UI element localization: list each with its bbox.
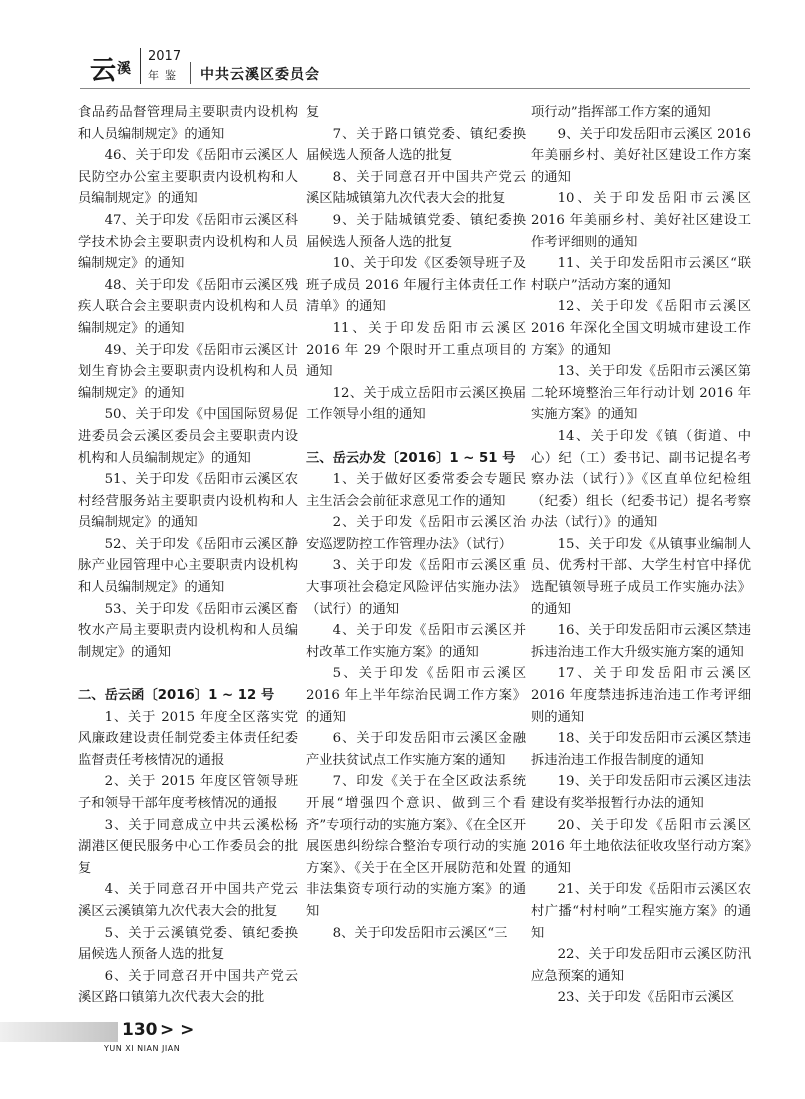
list-item: 51、关于印发《岳阳市云溪区农村经营服务站主要职责内设机构和人员编制规定》的通知 (78, 472, 298, 531)
list-item: 47、关于印发《岳阳市云溪区科学技术协会主要职责内设机构和人员编制规定》的通知 (78, 212, 298, 272)
list-item: 48、关于印发《岳阳市云溪区残疾人联合会主要职责内设机构和人员编制规定》的通知 (78, 277, 298, 336)
page-title: 中共云溪区委员会 (200, 67, 320, 83)
list-item: 8、关于同意召开中国共产党云溪区陆城镇第九次代表大会的批复 (306, 169, 526, 207)
list-item: 11、关于印发岳阳市云溪区“联村联户”活动方案的通知 (531, 256, 751, 293)
list-item: 12、关于成立岳阳市云溪区换届工作领导小组的通知 (306, 385, 526, 423)
page-number: 130 (122, 1020, 158, 1040)
list-item: 4、关于印发《岳阳市云溪区并村改革工作实施方案》的通知 (306, 623, 526, 660)
footer-pinyin: YUN XI NIAN JIAN (104, 1044, 181, 1053)
list-item: 10、关于印发岳阳市云溪区 2016 年美丽乡村、美好社区建设工作考评细则的通知 (531, 191, 751, 250)
list-item: 5、关于印发《岳阳市云溪区 2016 年上半年综治民调工作方案》的通知 (306, 666, 526, 725)
list-item: 7、关于路口镇党委、镇纪委换届候选人预备人选的批复 (306, 126, 526, 164)
list-item: 10、关于印发《区委领导班子及班子成员 2016 年履行主体责任工作清单》的通知 (306, 256, 526, 315)
header-year: 2017 (148, 49, 182, 64)
logo-xi: 溪 (117, 61, 131, 77)
section-gap (78, 663, 298, 685)
page-header (0, 0, 805, 95)
continued-text: 复 (306, 105, 320, 120)
text-column-1 (78, 102, 298, 1009)
header-divider-2 (190, 62, 191, 84)
list-item: 12、关于印发《岳阳市云溪区 2016 年深化全国文明城市建设工作方案》的通知 (531, 299, 751, 358)
section-gap (306, 426, 526, 448)
list-item: 18、关于印发岳阳市云溪区禁违拆违治违工作报告制度的通知 (531, 731, 751, 768)
list-item: 6、关于同意召开中国共产党云溪区路口镇第九次代表大会的批 (78, 968, 298, 1006)
next-arrows-icon: > > (160, 1020, 195, 1040)
list-item: 50、关于印发《中国国际贸易促进委员会云溪区委员会主要职责内设机构和人员编制规定》的通知 (78, 407, 298, 466)
continued-text: 食品药品督管理局主要职责内设机构和人员编制规定》的通知 (78, 105, 298, 142)
list-item: 1、关于做好区委常委会专题民主生活会会前征求意见工作的通知 (306, 472, 526, 509)
header-divider (140, 48, 141, 84)
header-yearbook: 年鉴 (148, 69, 182, 82)
list-item: 22、关于印发岳阳市云溪区防汛应急预案的通知 (531, 947, 751, 984)
footer-bar (0, 1022, 118, 1042)
list-item: 20、关于印发《岳阳市云溪区 2016 年土地依法征收攻坚行动方案》的通知 (531, 817, 751, 876)
text-column-2 (306, 102, 526, 944)
list-item: 17、关于印发岳阳市云溪区 2016 年度禁违拆违治违工作考评细则的通知 (531, 666, 751, 725)
list-item: 16、关于印发岳阳市云溪区禁违拆违治违工作大升级实施方案的通知 (531, 623, 751, 660)
list-item: 3、关于同意成立中共云溪松杨湖港区便民服务中心工作委员会的批复 (78, 817, 298, 876)
list-item: 53、关于印发《岳阳市云溪区畜牧水产局主要职责内设机构和人员编制规定》的通知 (78, 601, 298, 660)
list-item: 8、关于印发岳阳市云溪区“三 (332, 925, 508, 941)
list-item: 9、关于陆城镇党委、镇纪委换届候选人预备人选的批复 (306, 212, 526, 250)
list-item: 7、印发《关于在全区政法系统开展“增强四个意识、做到三个看齐”专项行动的实施方案》、《在全区开展医患纠纷综合整治专项行动的实施方案》、《关于在全区开展防范和处置非法集资专项行动的实施方案》的通知 (306, 774, 526, 919)
list-item: 5、关于云溪镇党委、镇纪委换届候选人预备人选的批复 (78, 925, 298, 963)
list-item: 21、关于印发《岳阳市云溪区农村广播“村村响”工程实施方案》的通知 (531, 882, 751, 941)
list-item: 1、关于 2015 年度全区落实党风廉政建设责任制党委主体责任纪委监督责任考核情况的通报 (78, 709, 298, 768)
list-item: 9、关于印发岳阳市云溪区 2016 年美丽乡村、美好社区建设工作方案的通知 (531, 126, 751, 185)
list-item: 15、关于印发《从镇事业编制人员、优秀村干部、大学生村官中择优选配镇领导班子成员工作实施办法》的通知 (531, 536, 751, 617)
list-item: 49、关于印发《岳阳市云溪区计划生育协会主要职责内设机构和人员编制规定》的通知 (78, 342, 298, 401)
list-item: 2、关于印发《岳阳市云溪区治安巡逻防控工作管理办法》（试行） (306, 515, 526, 552)
list-item: 13、关于印发《岳阳市云溪区第二轮环境整治三年行动计划 2016 年实施方案》的通知 (531, 364, 751, 423)
list-item: 2、关于 2015 年度区管领导班子和领导干部年度考核情况的通报 (78, 774, 298, 811)
list-item: 6、关于印发岳阳市云溪区金融产业扶贫试点工作实施方案的通知 (306, 731, 526, 768)
section-heading: 三、岳云办发〔2016〕1 ~ 51 号 (306, 450, 516, 466)
section-heading: 二、岳云函〔2016〕1 ~ 12 号 (78, 688, 275, 704)
list-item: 4、关于同意召开中国共产党云溪区云溪镇第九次代表大会的批复 (78, 882, 298, 919)
list-item: 23、关于印发《岳阳市云溪区 (557, 990, 735, 1006)
list-item: 46、关于印发《岳阳市云溪区人民防空办公室主要职责内设机构和人员编制规定》的通知 (78, 148, 298, 207)
list-item: 19、关于印发岳阳市云溪区违法建设有奖举报暂行办法的通知 (531, 774, 751, 811)
text-column-3 (531, 102, 751, 1009)
list-item: 11、关于印发岳阳市云溪区 2016 年 29 个限时开工重点项目的通知 (306, 320, 526, 380)
header-rule (80, 88, 750, 89)
list-item: 14、关于印发《镇（街道、中心）纪（工）委书记、副书记提名考察办法（试行）》《区直单位纪检组（纪委）组长（纪委书记）提名考察办法（试行）》的通知 (531, 428, 751, 531)
list-item: 3、关于印发《岳阳市云溪区重大事项社会稳定风险评估实施办法》（试行）的通知 (306, 558, 526, 617)
logo-yun: 云 (90, 56, 118, 86)
list-item: 52、关于印发《岳阳市云溪区静脉产业园管理中心主要职责内设机构和人员编制规定》的通知 (78, 536, 298, 596)
continued-text: 项行动”指挥部工作方案的通知 (531, 105, 711, 120)
